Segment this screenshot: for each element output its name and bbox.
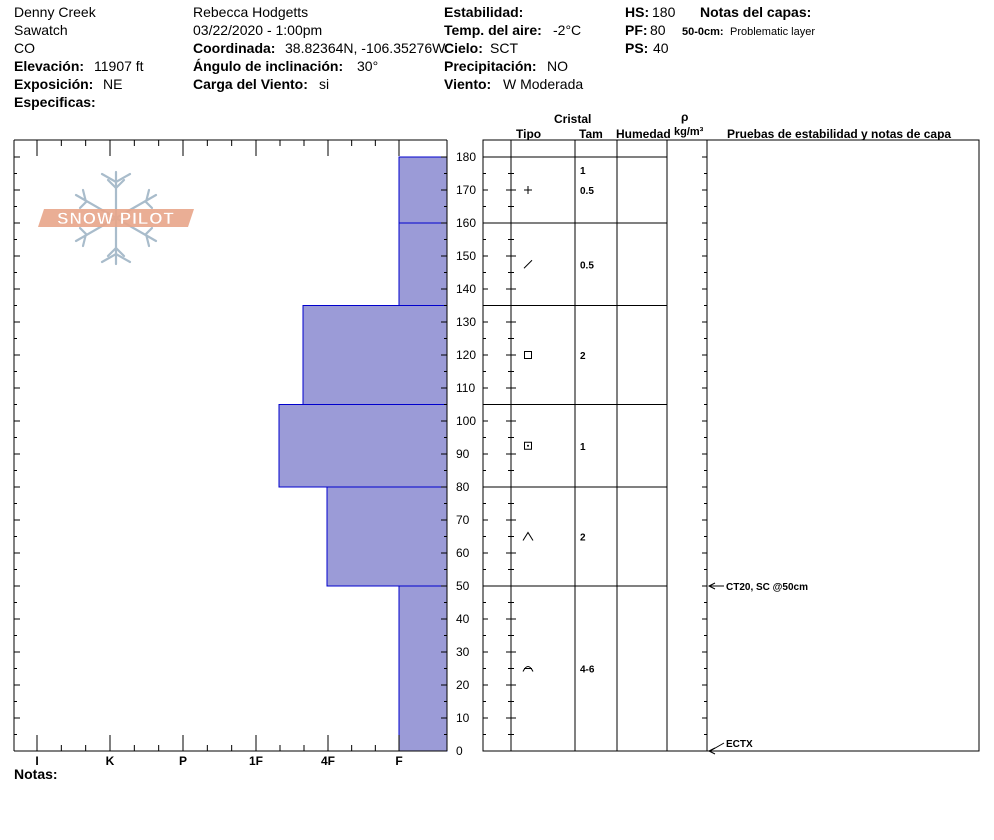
depth-label: 140 (456, 282, 477, 296)
hardness-bar (279, 405, 447, 488)
crystal-slash-icon (524, 260, 532, 268)
crystal-square-icon (525, 352, 532, 359)
precip-label: Precipitación: (444, 58, 537, 74)
test-label: CT20, SC @50cm (726, 582, 809, 593)
hs-value: 180 (652, 4, 676, 20)
test-label: ECTX (726, 739, 753, 750)
crystal-size: 4-6 (580, 664, 595, 676)
header-cristal: Cristal (554, 112, 592, 126)
depth-label: 60 (456, 546, 470, 560)
hardness-bar (399, 586, 447, 751)
depth-label: 10 (456, 711, 470, 725)
elevation-label: Elevación: (14, 58, 85, 74)
hardness-bar (399, 223, 447, 306)
crystal-size: 1 (580, 166, 586, 178)
depth-label: 120 (456, 348, 477, 362)
depth-label: 20 (456, 678, 470, 692)
precip-value: NO (547, 58, 568, 74)
crystal-size: 0.5 (580, 260, 594, 272)
air-temp-label: Temp. del aire: (444, 22, 542, 38)
wind-value: W Moderada (503, 76, 584, 92)
layer-note-text: Problematic layer (730, 26, 815, 38)
layer-note-depth: 50-0cm: (682, 26, 724, 38)
header-rho: ρ (681, 110, 689, 124)
observer: Rebecca Hodgetts (193, 4, 309, 20)
layer-notes-label: Notas del capas: (700, 4, 812, 20)
slope-label: Ángulo de inclinación: (193, 58, 344, 74)
crystal-size: 2 (580, 351, 586, 362)
notes-label: Notas: (14, 766, 58, 782)
header-tests: Pruebas de estabilidad y notas de capa (727, 127, 952, 141)
crystal-square-dot-icon (527, 445, 529, 447)
depth-label: 80 (456, 480, 470, 494)
depth-label: 170 (456, 183, 477, 197)
depth-label: 30 (456, 645, 470, 659)
wind-load-value: si (319, 76, 330, 92)
hardness-label: P (178, 754, 188, 768)
hardness-label: K (105, 754, 115, 768)
pf-value: 80 (650, 22, 666, 38)
hs-label: HS: (625, 4, 650, 20)
header-humedad: Humedad (616, 127, 671, 141)
coords-value: 38.82364N, -106.35276W (285, 40, 446, 56)
logo-text: SNOW PILOT (57, 209, 175, 228)
sky-label: Cielo: (444, 40, 483, 56)
sky-value: SCT (490, 40, 518, 56)
air-temp-value: -2°C (553, 22, 582, 38)
location: Denny Creek (14, 4, 96, 20)
stability-label: Estabilidad: (444, 4, 524, 20)
depth-label: 180 (456, 150, 477, 164)
coords-label: Coordinada: (193, 40, 276, 56)
ps-label: PS: (625, 40, 649, 56)
depth-label: 100 (456, 414, 477, 428)
hardness-label: F (395, 754, 403, 768)
depth-label: 90 (456, 447, 470, 461)
aspect-label: Exposición: (14, 76, 94, 92)
header-tipo: Tipo (516, 127, 542, 141)
header-tam: Tam (579, 127, 603, 141)
hardness-label: I (35, 754, 39, 768)
slope-value: 30° (357, 58, 379, 74)
table-border (483, 140, 979, 751)
hardness-label: 1F (248, 754, 264, 768)
crystal-size: 2 (580, 532, 586, 544)
pf-label: PF: (625, 22, 648, 38)
depth-label: 40 (456, 612, 470, 626)
mountain-range: Sawatch (14, 22, 68, 38)
hardness-bar (327, 487, 447, 586)
hardness-label: 4F (320, 754, 336, 768)
state: CO (14, 40, 35, 56)
depth-label: 110 (456, 381, 476, 395)
hardness-bar (399, 157, 447, 223)
hardness-bar (303, 306, 447, 405)
depth-label: 160 (456, 216, 477, 230)
depth-label: 50 (456, 579, 470, 593)
ps-value: 40 (653, 40, 669, 56)
crystal-caret-icon (523, 533, 533, 541)
crystal-size: 1 (580, 441, 586, 453)
elevation-value: 11907 ft (94, 58, 144, 74)
datetime: 03/22/2020 - 1:00pm (193, 22, 323, 38)
depth-label: 130 (456, 315, 477, 329)
aspect-value: NE (103, 76, 123, 92)
header-density-unit: kg/m³ (674, 126, 704, 138)
wind-label: Viento: (444, 76, 492, 92)
depth-label: 150 (456, 249, 477, 263)
depth-label: 0 (456, 744, 463, 758)
specifics-label: Especificas: (14, 94, 96, 110)
crystal-size: 0.5 (580, 186, 594, 197)
depth-label: 70 (456, 513, 470, 527)
wind-load-label: Carga del Viento: (193, 76, 308, 92)
